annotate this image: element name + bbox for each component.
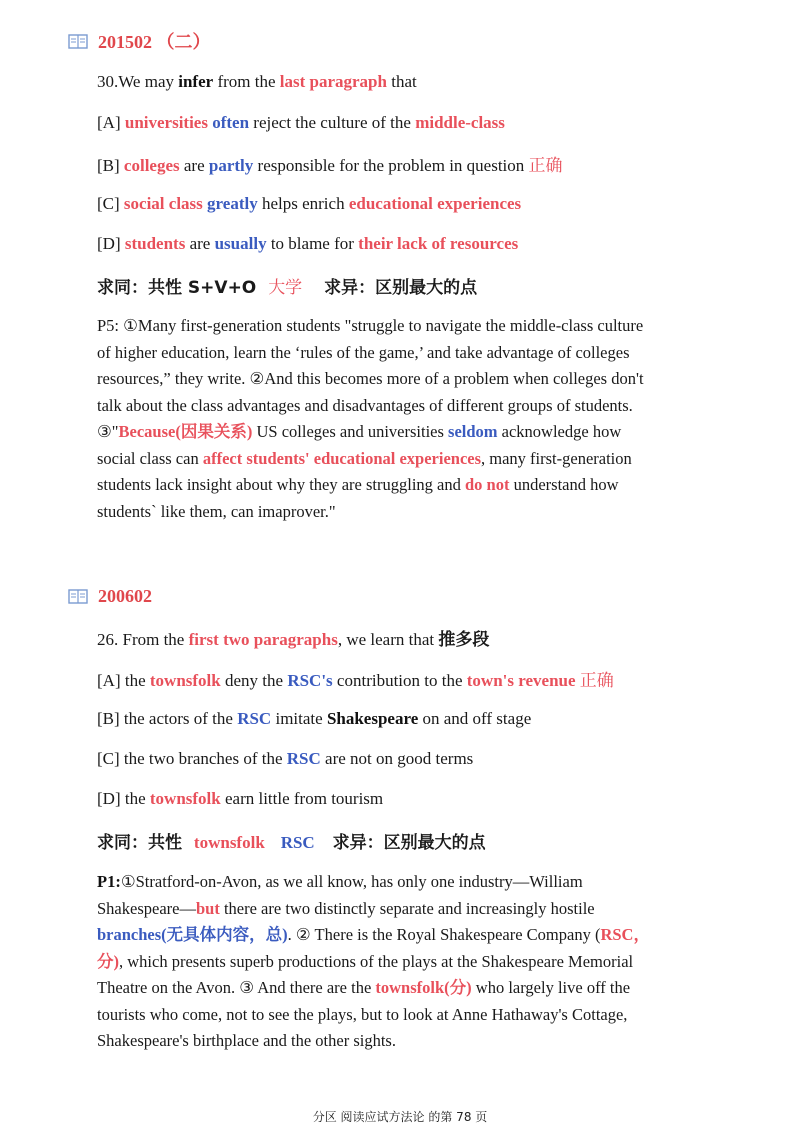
passage-line: students` like them, can imaprover." [97, 501, 336, 521]
correct-mark: 正确 [579, 671, 614, 691]
keyword: but [195, 898, 220, 918]
method-keyword: 大学 [268, 278, 303, 298]
option-a [97, 666, 614, 691]
question-text: from the [213, 72, 280, 91]
question-26 [97, 625, 489, 650]
keyword: greatly [207, 194, 258, 213]
passage-line: tourists who come, not to see the plays, but to look at Anne Hathaway's Cottage, [97, 1004, 628, 1024]
method-keyword: RSC [280, 833, 315, 852]
option-c [97, 194, 521, 214]
keyword: Because(因果关系) [118, 422, 253, 441]
question-text: that [386, 72, 417, 91]
passage-line [97, 446, 737, 473]
question-text: 30.We may [97, 72, 179, 91]
passage-line [97, 896, 737, 923]
method-diff: 求异：区别最大的点 [324, 278, 478, 298]
passage-text: , many first-generation [481, 448, 632, 468]
keyword: townsfolk(分) [375, 978, 472, 997]
keyword: colleges [123, 156, 180, 175]
passage-p5 [97, 313, 737, 525]
option-b [97, 151, 563, 176]
option-d [97, 789, 383, 809]
book-icon [68, 589, 88, 604]
method-diff: 求异：区别最大的点 [332, 833, 486, 853]
passage-text: there are two distinctly separate and increasingly hostile [219, 898, 595, 918]
option-text: deny the [220, 671, 288, 690]
keyword: branches(无具体内容，总) [97, 925, 288, 944]
method-same: 求同：共性 [97, 833, 182, 853]
option-label: [C] [97, 194, 124, 213]
passage-line [97, 922, 737, 949]
option-c [97, 749, 473, 769]
note-mark: 推多段 [438, 630, 490, 650]
option-text: imitate [271, 709, 327, 728]
option-text: helps enrich [257, 194, 349, 213]
passage-line [97, 975, 737, 1002]
keyword: RSC [237, 709, 272, 728]
keyword: educational experiences [348, 194, 522, 213]
keyword: social class [123, 194, 203, 213]
option-text: responsible for the problem in question [253, 156, 529, 175]
passage-p1 [97, 869, 737, 1055]
option-text: reject the culture of the [249, 113, 416, 132]
method-same: 求同：共性 S+V+O [97, 278, 257, 298]
paragraph-label: P1: [97, 872, 121, 891]
option-label: [B] [97, 156, 124, 175]
section-header-200602 [68, 586, 152, 607]
keyword: seldom [448, 422, 498, 441]
keyword: town's revenue [466, 671, 576, 690]
option-text: earn little from tourism [220, 789, 384, 808]
question-text: , we learn that [337, 630, 439, 649]
passage-text: US colleges and universities [252, 422, 449, 441]
book-icon [68, 34, 88, 49]
passage-line [97, 419, 737, 446]
option-label: [A] [97, 113, 125, 132]
passage-text: ③" [97, 422, 119, 441]
option-text: on and off stage [418, 709, 532, 728]
passage-line: P5: ①Many first-generation students "struggle to navigate the middle-class culture [97, 316, 644, 335]
passage-text: students lack insight about why they are struggling and [97, 475, 465, 494]
passage-line [97, 869, 737, 896]
option-text: contribution to the [332, 671, 467, 690]
passage-text: . ② There is the Royal Shakespeare Company ( [287, 925, 601, 944]
passage-line [97, 949, 737, 976]
keyword: first two paragraphs [188, 630, 338, 649]
passage-text: understand how [509, 475, 619, 494]
section-title: 200602 [98, 586, 152, 606]
option-text: are [179, 156, 209, 175]
option-d [97, 234, 518, 254]
passage-text: ①Stratford-on-Avon, as we all know, has only one industry—William [120, 872, 583, 891]
correct-mark: 正确 [528, 156, 563, 176]
keyword: their lack of resources [358, 234, 519, 253]
keyword: Shakespeare [326, 709, 419, 728]
option-a [97, 113, 505, 133]
option-text: are not on good terms [320, 749, 474, 768]
keyword: RSC [286, 749, 321, 768]
option-label: [C] the two branches of the [97, 749, 287, 768]
passage-line: of higher education, learn the ‘rules of the game,’ and take advantage of colleges [97, 342, 630, 362]
passage-line [97, 472, 737, 499]
keyword: often [212, 113, 250, 132]
keyword: 分) [97, 951, 119, 971]
option-label: [D] [97, 234, 125, 253]
section-header-201502 [68, 28, 211, 54]
keyword: last paragraph [279, 72, 387, 91]
keyword: middle-class [415, 113, 505, 132]
option-text: to blame for [266, 234, 359, 253]
option-label: [D] the [97, 789, 150, 808]
passage-text: acknowledge how [497, 422, 622, 441]
keyword: affect students' educational experiences [202, 448, 482, 468]
question-30 [97, 72, 417, 92]
keyword: usually [214, 234, 267, 253]
keyword: students [124, 234, 186, 253]
passage-text: , which presents superb productions of the plays at the Shakespeare Memorial [119, 951, 634, 971]
keyword: townsfolk [149, 671, 221, 690]
option-b [97, 709, 531, 729]
keyword: RSC， [600, 925, 650, 944]
section-title: 201502 （二） [98, 32, 211, 52]
option-label: [A] the [97, 671, 150, 690]
passage-line: Shakespeare's birthplace and the other sights. [97, 1031, 396, 1050]
page-footer: 分区 阅读应试方法论 的第 78 页 [312, 1110, 488, 1124]
keyword: partly [208, 156, 254, 175]
passage-text: Theatre on the Avon. ③ And there are the [97, 978, 376, 997]
method-keyword: townsfolk [193, 833, 265, 852]
passage-text: social class can [97, 448, 203, 468]
keyword: universities [124, 113, 208, 132]
keyword: infer [178, 72, 214, 91]
option-label: [B] the actors of the [97, 709, 238, 728]
method-heading [97, 828, 486, 853]
question-text: 26. From the [97, 630, 189, 649]
passage-line: talk about the class advantages and disadvantages of different groups of students. [97, 395, 633, 415]
keyword: RSC's [287, 671, 333, 690]
passage-text: Shakespeare— [97, 898, 196, 918]
keyword: do not [464, 475, 510, 494]
passage-line: resources,” they write. ②And this becomes more of a problem when colleges don't [97, 369, 644, 388]
option-text: are [185, 234, 215, 253]
method-heading [97, 273, 477, 298]
keyword: townsfolk [149, 789, 221, 808]
passage-text: who largely live off the [471, 978, 631, 997]
